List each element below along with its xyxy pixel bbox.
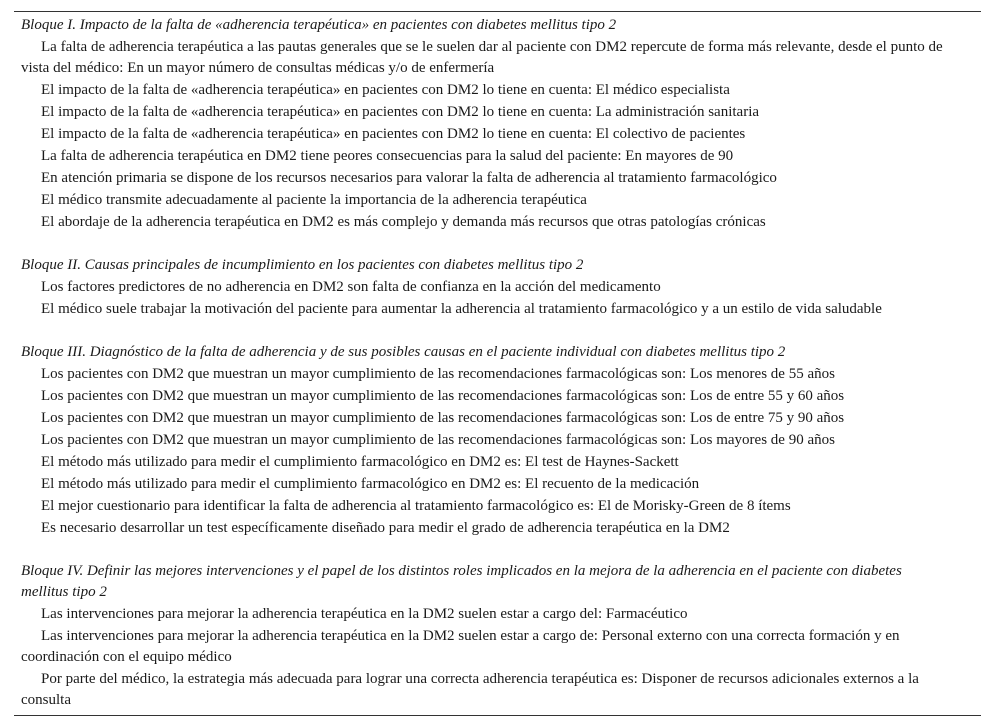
list-item: El impacto de la falta de «adherencia terapéutica» en pacientes con DM2 lo tiene en cuenta: La administración sanitaria (41, 104, 760, 120)
block-title: Bloque I. Impacto de la falta de «adherencia terapéutica» en pacientes con diabetes mellitus tipo 2 (21, 17, 617, 33)
list-item: El método más utilizado para medir el cumplimiento farmacológico en DM2 es: El test de Haynes-Sackett (41, 454, 679, 470)
list-item: El abordaje de la adherencia terapéutica en DM2 es más complejo y demanda más recursos que otras patologías crónicas (41, 214, 766, 230)
list-item: Los pacientes con DM2 que muestran un mayor cumplimiento de las recomendaciones farmacológicas son: Los mayores de 90 años (41, 432, 835, 448)
list-item: Los pacientes con DM2 que muestran un mayor cumplimiento de las recomendaciones farmacológicas son: Los de entre 55 y 60 años (41, 388, 845, 404)
block-spacer (14, 320, 981, 342)
list-item: La falta de adherencia terapéutica en DM2 tiene peores consecuencias para la salud del paciente: En mayores de 90 (41, 148, 734, 164)
block-title: Bloque IV. Definir las mejores intervenciones y el papel de los distintos roles implicados en la mejora de la adherencia en el paciente con diabetes mellitus tipo 2 (21, 563, 902, 600)
list-item: Las intervenciones para mejorar la adherencia terapéutica en la DM2 suelen estar a cargo de: Personal externo con una correcta formación y en coordinación con el equipo médico (21, 628, 900, 665)
block-title: Bloque II. Causas principales de incumplimiento en los pacientes con diabetes mellitus tipo 2 (21, 257, 584, 273)
list-item: La falta de adherencia terapéutica a las pautas generales que se le suelen dar al paciente con DM2 repercute de forma más relevante, desde el punto de vista del médico: En un mayor número de consultas médicas y/o de enfermería (21, 39, 943, 76)
block-spacer (14, 539, 981, 561)
list-item: El médico transmite adecuadamente al paciente la importancia de la adherencia terapéutica (41, 192, 587, 208)
list-item: El impacto de la falta de «adherencia terapéutica» en pacientes con DM2 lo tiene en cuenta: El colectivo de pacientes (41, 126, 746, 142)
list-item: Los factores predictores de no adherencia en DM2 son falta de confianza en la acción del medicamento (41, 279, 661, 295)
list-item: Las intervenciones para mejorar la adherencia terapéutica en la DM2 suelen estar a cargo del: Farmacéutico (41, 606, 688, 622)
list-item: En atención primaria se dispone de los recursos necesarios para valorar la falta de adherencia al tratamiento farmacológico (41, 170, 777, 186)
block-title: Bloque III. Diagnóstico de la falta de adherencia y de sus posibles causas en el paciente individual con diabetes mellitus tipo 2 (21, 344, 786, 360)
list-item: Es necesario desarrollar un test específicamente diseñado para medir el grado de adherencia terapéutica en la DM2 (41, 520, 730, 536)
list-item: El médico suele trabajar la motivación del paciente para aumentar la adherencia al tratamiento farmacológico y a un estilo de vida saludable (41, 301, 882, 317)
block-2 (14, 255, 981, 320)
list-item: El mejor cuestionario para identificar la falta de adherencia al tratamiento farmacológico es: El de Morisky-Green de 8 ítems (41, 498, 791, 514)
survey-items-table (14, 11, 981, 716)
block-4 (14, 561, 981, 711)
list-item: El método más utilizado para medir el cumplimiento farmacológico en DM2 es: El recuento de la medicación (41, 476, 700, 492)
list-item: Por parte del médico, la estrategia más adecuada para lograr una correcta adherencia terapéutica es: Disponer de recursos adicionales externos a la consulta (21, 671, 919, 708)
list-item: El impacto de la falta de «adherencia terapéutica» en pacientes con DM2 lo tiene en cuenta: El médico especialista (41, 82, 730, 98)
block-spacer (14, 233, 981, 255)
block-3 (14, 342, 981, 539)
block-1 (14, 15, 981, 233)
list-item: Los pacientes con DM2 que muestran un mayor cumplimiento de las recomendaciones farmacológicas son: Los menores de 55 años (41, 366, 835, 382)
list-item: Los pacientes con DM2 que muestran un mayor cumplimiento de las recomendaciones farmacológicas son: Los de entre 75 y 90 años (41, 410, 845, 426)
